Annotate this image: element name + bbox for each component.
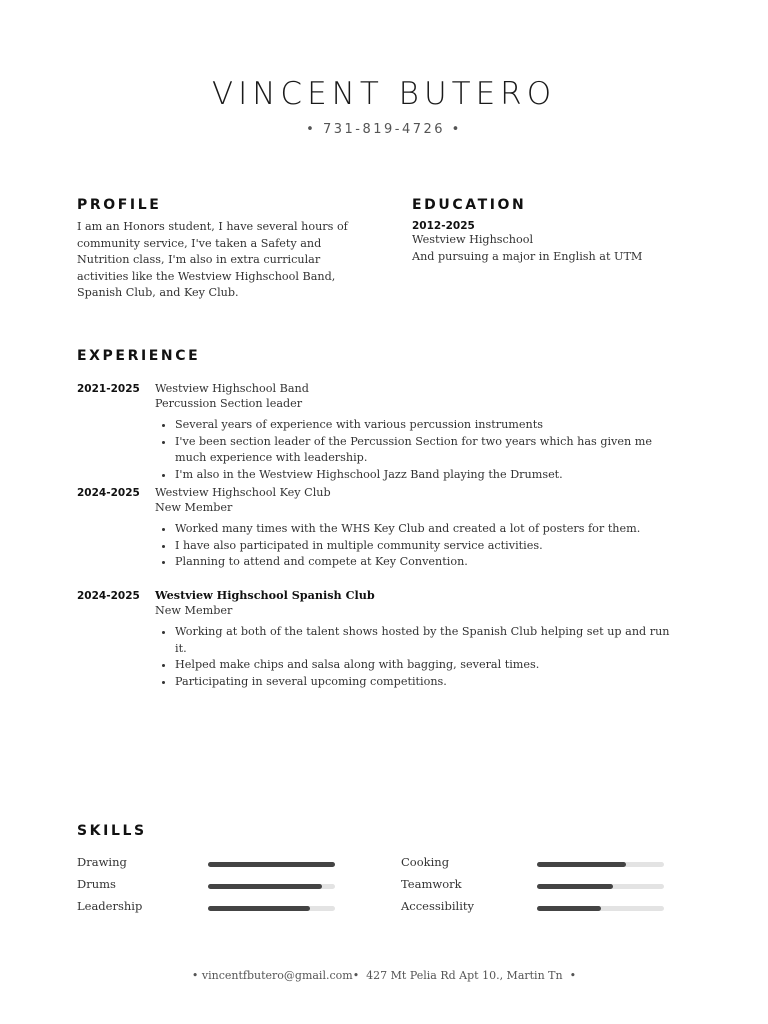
bullet-separator: • — [562, 969, 577, 982]
experience-bullet: • I've been section leader of the Percussion Section for two years which has given me much experience with leadership. — [175, 434, 677, 467]
skill-bar-fill — [208, 884, 322, 889]
experience-bullet: • I have also participated in multiple community service activities. — [175, 538, 677, 555]
experience-bullet: • I'm also in the Westview Highschool Jazz Band playing the Drumset. — [175, 467, 677, 484]
education-note: And pursuing a major in English at UTM — [412, 249, 643, 263]
experience-bullets — [155, 624, 677, 690]
skill-bar-fill — [208, 862, 335, 867]
skill-name: Leadership — [77, 899, 143, 913]
skill-bar — [537, 884, 664, 889]
experience-org: Westview Highschool Band — [155, 382, 309, 395]
phone-line: • 731-819-4726 • — [306, 122, 462, 137]
skills-heading: SKILLS — [77, 823, 147, 839]
education-years: 2012-2025 — [412, 220, 475, 232]
experience-role: Percussion Section leader — [155, 397, 303, 410]
experience-bullet: • Planning to attend and compete at Key Convention. — [175, 554, 677, 571]
experience-years: 2024-2025 — [77, 487, 140, 499]
skill-bar-fill — [208, 906, 310, 911]
experience-bullet: • Working at both of the talent shows hosted by the Spanish Club helping set up and run it. — [175, 624, 677, 657]
bullet-separator: • — [352, 969, 367, 982]
skill-bar-fill — [537, 906, 601, 911]
education-entry — [412, 220, 712, 265]
experience-org: Westview Highschool Key Club — [155, 486, 331, 499]
skill-bar — [208, 862, 335, 867]
education-school: Westview Highschool — [412, 233, 534, 246]
experience-years: 2021-2025 — [77, 383, 140, 395]
skill-bar — [208, 884, 335, 889]
experience-years: 2024-2025 — [77, 590, 140, 602]
experience-bullet: • Participating in several upcoming competitions. — [175, 674, 677, 691]
skill-bar — [537, 862, 664, 867]
experience-role: New Member — [155, 501, 233, 514]
skill-name: Teamwork — [401, 877, 462, 891]
experience-role: New Member — [155, 604, 233, 617]
skill-name: Drawing — [77, 855, 127, 869]
skill-bar-fill — [537, 884, 613, 889]
experience-entry — [77, 485, 677, 571]
skill-bar-fill — [537, 862, 626, 867]
bullet-separator: • — [191, 969, 202, 982]
experience-entry — [77, 381, 677, 483]
skill-name: Drums — [77, 877, 116, 891]
footer-contact — [0, 969, 768, 982]
skill-name: Accessibility — [401, 899, 474, 913]
experience-bullet: • Worked many times with the WHS Key Club and created a lot of posters for them. — [175, 521, 677, 538]
email-link[interactable]: vincentfbutero@gmail.com — [201, 969, 353, 982]
experience-bullets — [155, 417, 677, 483]
experience-heading: EXPERIENCE — [77, 348, 201, 364]
profile-text: I am an Honors student, I have several hours of community service, I've taken a Safety and Nutrition class, I'm also in extra curricular activities like the Westview Highschool Band, Spanish Club, and Key Club. — [77, 220, 348, 299]
experience-entry — [77, 588, 677, 690]
resume-name: VINCENT BUTERO — [211, 76, 557, 112]
profile-heading: PROFILE — [77, 197, 162, 213]
experience-bullets — [155, 521, 677, 571]
experience-org: Westview Highschool Spanish Club — [155, 588, 375, 602]
skill-bar — [208, 906, 335, 911]
experience-bullet: • Helped make chips and salsa along with bagging, several times. — [175, 657, 677, 674]
address-text: 427 Mt Pelia Rd Apt 10., Martin Tn — [366, 969, 563, 982]
education-heading: EDUCATION — [412, 197, 527, 213]
skill-bar — [537, 906, 664, 911]
skill-name: Cooking — [401, 855, 450, 869]
experience-bullet: • Several years of experience with various percussion instruments — [175, 417, 677, 434]
